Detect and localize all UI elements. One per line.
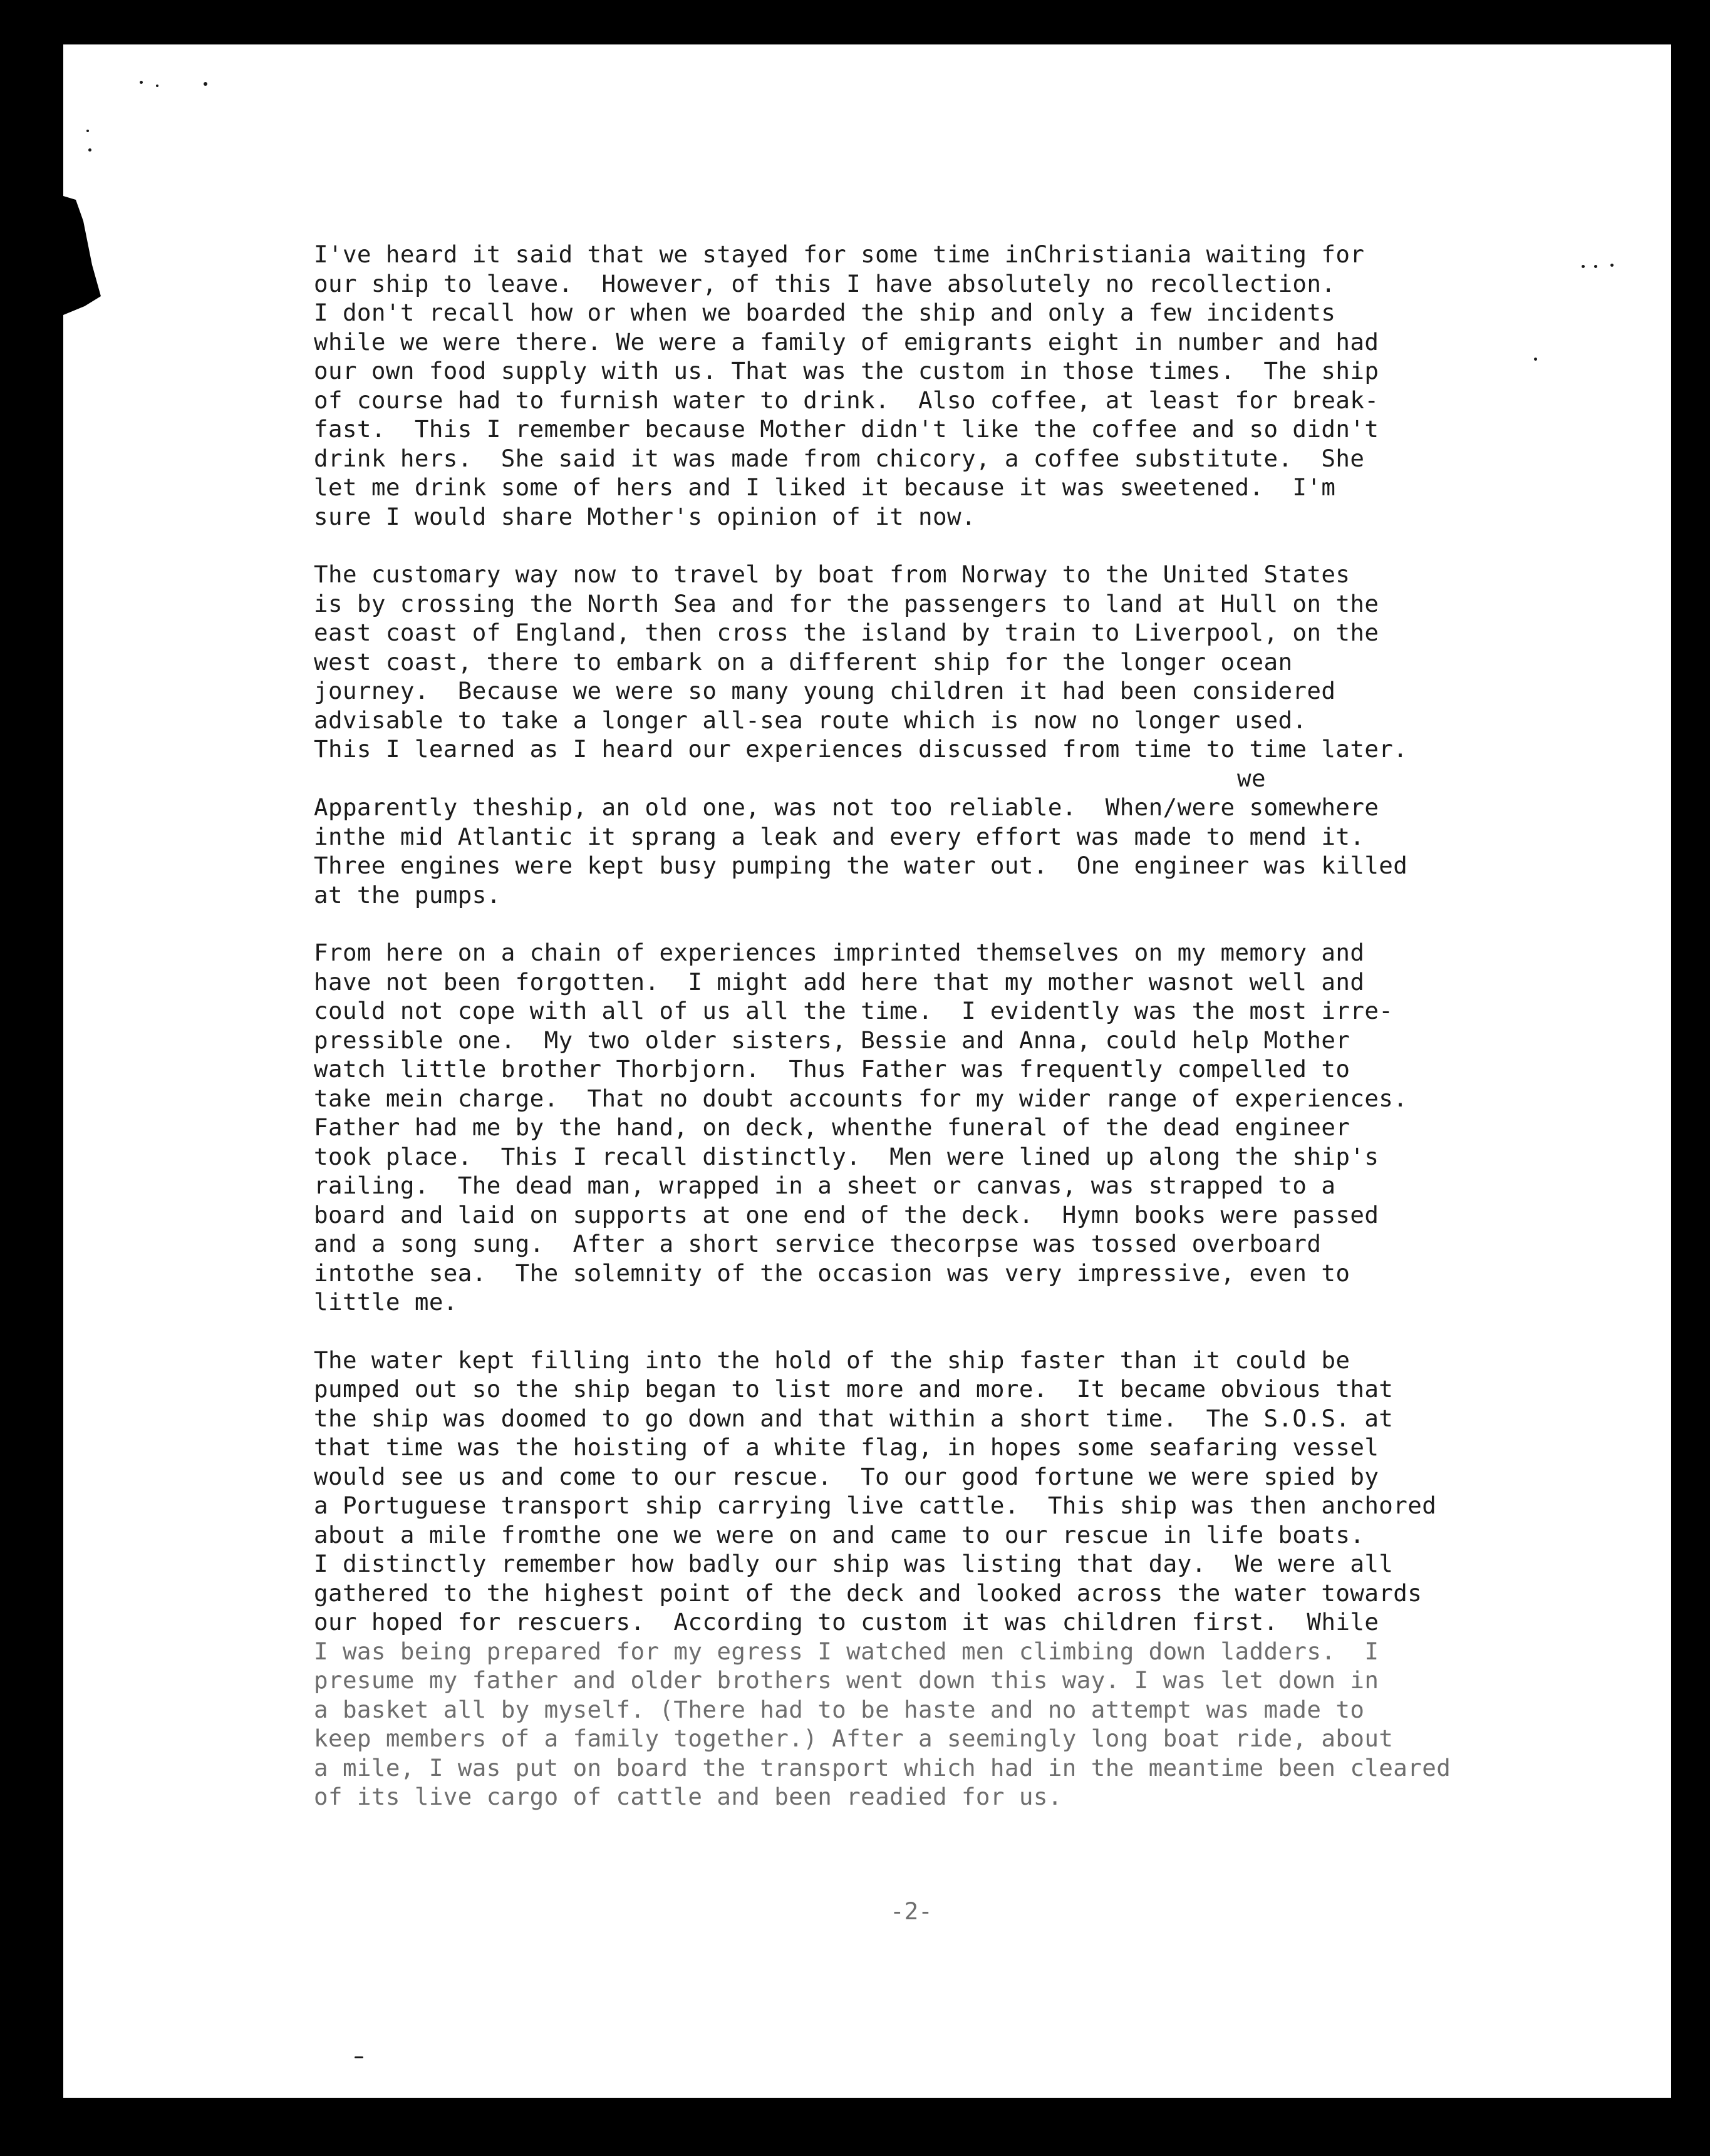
document-body <box>314 240 1604 1812</box>
text-line: sure I would share Mother's opinion of it now. <box>314 502 976 530</box>
text-line: watch little brother Thorbjorn. Thus Father was frequently compelled to <box>314 1055 1350 1083</box>
text-line: keep members of a family together.) After a seemingly long boat ride, about <box>314 1725 1394 1752</box>
text-line: at the pumps. <box>314 880 501 909</box>
text-line: pressible one. My two older sisters, Bessie and Anna, could help Mother <box>314 1026 1350 1054</box>
text-line: board and laid on supports at one end of the deck. Hymn books were passed <box>314 1200 1379 1229</box>
text-line: inthe mid Atlantic it sprang a leak and every effort was made to mend it. <box>314 822 1365 850</box>
text-line: have not been forgotten. I might add here that my mother wasnot well and <box>314 967 1365 996</box>
text-line: let me drink some of hers and I liked it because it was sweetened. I'm <box>314 473 1336 501</box>
scan-speck <box>156 85 158 87</box>
text-line: The water kept filling into the hold of the ship faster than it could be <box>314 1346 1350 1374</box>
paragraph <box>314 240 1604 531</box>
text-line: I distinctly remember how badly our ship was listing that day. We were all <box>314 1550 1394 1577</box>
text-line: that time was the hoisting of a white flag, in hopes some seafaring vessel <box>314 1433 1379 1461</box>
text-line: intothe sea. The solemnity of the occasion was very impressive, even to <box>314 1259 1350 1287</box>
text-line: west coast, there to embark on a different ship for the longer ocean <box>314 647 1293 676</box>
text-line: of its live cargo of cattle and been readied for us. <box>314 1783 1062 1810</box>
paragraph <box>314 560 1604 909</box>
text-line: The customary way now to travel by boat from Norway to the United States <box>314 560 1350 588</box>
text-line: our hoped for rescuers. According to custom it was children first. While <box>314 1608 1379 1636</box>
insertion-word: we <box>1237 764 1266 792</box>
text-line: gathered to the highest point of the deck and looked across the water towards <box>314 1579 1422 1607</box>
scan-speck <box>1610 264 1614 267</box>
text-line: I've heard it said that we stayed for some time inChristiania waiting for <box>314 240 1365 268</box>
text-line: could not cope with all of us all the time. I evidently was the most irre- <box>314 997 1394 1024</box>
page-number: -2- <box>890 1897 933 1925</box>
scan-speck <box>88 148 91 152</box>
text-line: advisable to take a longer all-sea route which is now no longer used. <box>314 706 1307 734</box>
text-line: a basket all by myself. (There had to be haste and no attempt was made to <box>314 1695 1365 1723</box>
scan-speck <box>86 130 89 132</box>
text-line: Apparently theship, an old one, was not too reliable. When/were somewhere <box>314 793 1379 821</box>
text-line: fast. This I remember because Mother didn't like the coffee and so didn't <box>314 415 1379 443</box>
text-line: of course had to furnish water to drink. Also coffee, at least for break- <box>314 386 1379 414</box>
scan-speck <box>140 81 143 84</box>
text-line: the ship was doomed to go down and that within a short time. The S.O.S. at <box>314 1404 1394 1432</box>
text-line: little me. <box>314 1288 458 1316</box>
text-line: while we were there. We were a family of emigrants eight in number and had <box>314 328 1379 356</box>
text-line: east coast of England, then cross the island by train to Liverpool, on the <box>314 619 1379 646</box>
text-line: railing. The dead man, wrapped in a sheet or canvas, was strapped to a <box>314 1172 1336 1199</box>
text-line: This I learned as I heard our experiences discussed from time to time later. <box>314 735 1408 763</box>
document-page <box>63 44 1671 2098</box>
paragraph <box>314 938 1604 1317</box>
text-line: took place. This I recall distinctly. Men were lined up along the ship's <box>314 1142 1379 1170</box>
paragraph <box>314 1346 1604 1812</box>
text-line: I was being prepared for my egress I watched men climbing down ladders. I <box>314 1637 1379 1665</box>
scan-speck <box>204 82 207 86</box>
scan-edge-shadow <box>63 196 113 321</box>
text-line: I don't recall how or when we boarded the ship and only a few incidents <box>314 299 1336 326</box>
text-line: is by crossing the North Sea and for the passengers to land at Hull on the <box>314 589 1379 617</box>
text-line: a Portuguese transport ship carrying live cattle. This ship was then anchored <box>314 1492 1437 1519</box>
text-line: our own food supply with us. That was the custom in those times. The ship <box>314 357 1379 384</box>
text-line: our ship to leave. However, of this I have absolutely no recollection. <box>314 269 1336 297</box>
handwritten-insertion-row <box>314 764 1604 793</box>
text-line: a mile, I was put on board the transport which had in the meantime been cleared <box>314 1753 1451 1782</box>
text-line: would see us and come to our rescue. To our good fortune we were spied by <box>314 1462 1379 1490</box>
text-line: presume my father and older brothers went down this way. I was let down in <box>314 1666 1379 1694</box>
scan-speck <box>355 2056 363 2058</box>
text-line: Father had me by the hand, on deck, whenthe funeral of the dead engineer <box>314 1113 1350 1141</box>
text-line: take mein charge. That no doubt accounts for my wider range of experiences. <box>314 1084 1408 1112</box>
text-line: From here on a chain of experiences imprinted themselves on my memory and <box>314 939 1365 966</box>
text-line: about a mile fromthe one we were on and came to our rescue in life boats. <box>314 1520 1365 1549</box>
text-line: drink hers. She said it was made from chicory, a coffee substitute. She <box>314 444 1365 472</box>
text-line: journey. Because we were so many young children it had been considered <box>314 677 1336 704</box>
text-line: and a song sung. After a short service thecorpse was tossed overboard <box>314 1230 1322 1257</box>
text-line: Three engines were kept busy pumping the water out. One engineer was killed <box>314 852 1408 879</box>
text-line: pumped out so the ship began to list more and more. It became obvious that <box>314 1375 1394 1403</box>
